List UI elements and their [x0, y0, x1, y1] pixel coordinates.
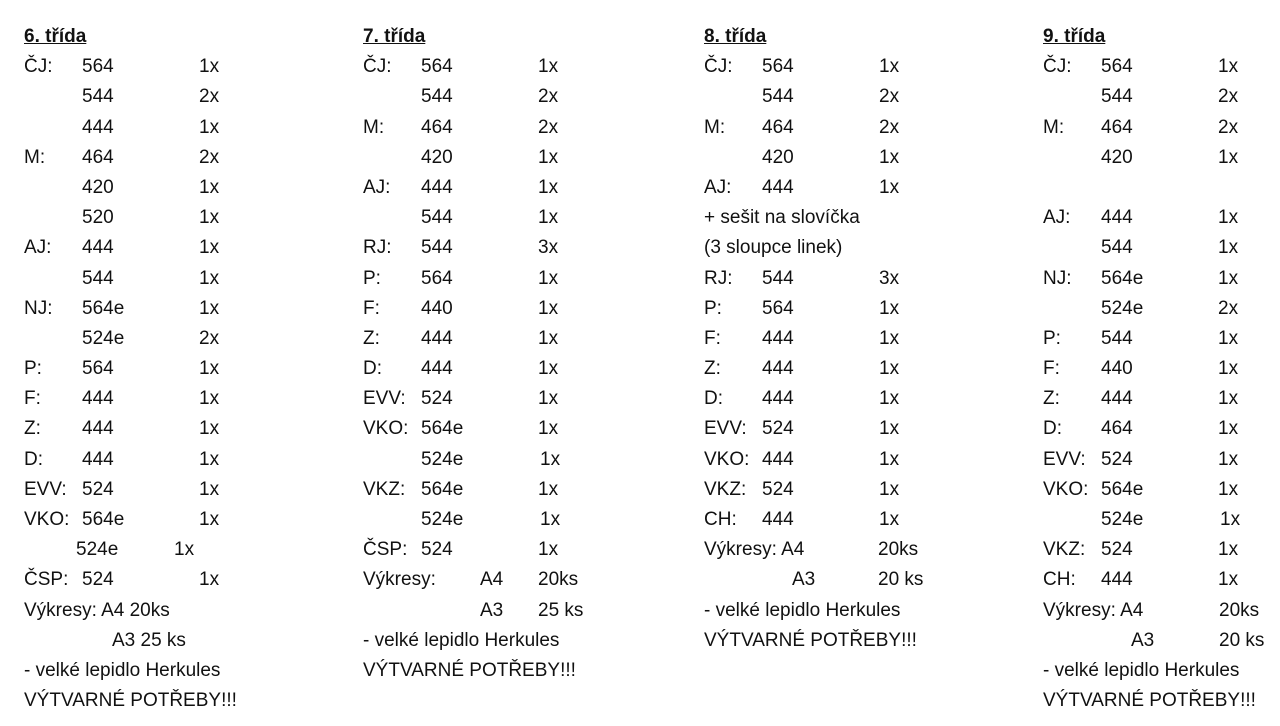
quantity: 1x [879, 297, 900, 319]
subject-label: Z: [1043, 388, 1060, 410]
list-line [1043, 326, 1239, 356]
quantity: 1x [199, 569, 220, 591]
quantity: 1x [879, 327, 900, 349]
quantity: 1x [1220, 509, 1241, 530]
class-title: 8. třída [704, 26, 767, 47]
list-line [704, 416, 900, 446]
class-column-6 [24, 24, 237, 718]
workbook-code: 420 [421, 146, 453, 168]
line-text: VÝTVARNÉ POTŘEBY!!! [1043, 690, 1256, 712]
subject-label: Z: [363, 327, 380, 349]
subject-label: ČJ: [24, 56, 53, 78]
list-line [363, 115, 559, 145]
subject-label: F: [363, 297, 380, 319]
list-line [704, 447, 900, 477]
quantity: 1x [1218, 146, 1239, 168]
list-line [704, 598, 901, 628]
workbook-code: 564e [421, 418, 464, 440]
quantity: 3x [538, 237, 559, 259]
workbook-code: A3 [792, 569, 816, 591]
list-line [1043, 115, 1239, 145]
list-line [24, 447, 220, 477]
list-line [24, 296, 220, 326]
quantity: 20ks [538, 569, 579, 591]
list-line [1043, 628, 1265, 658]
list-line [363, 567, 579, 597]
workbook-code: 464 [1101, 418, 1133, 440]
subject-label: ČSP: [24, 569, 69, 591]
line-text: Výkresy: A4 [704, 539, 805, 561]
workbook-code: 564e [1101, 478, 1144, 500]
subject-label: RJ: [363, 237, 392, 259]
list-line [1043, 658, 1240, 688]
quantity: 1x [1218, 237, 1239, 259]
quantity: 20 ks [1219, 629, 1265, 651]
list-line [704, 386, 900, 416]
quantity: 1x [1218, 569, 1239, 591]
workbook-code: 524 [421, 539, 453, 561]
list-line [24, 84, 220, 114]
list-line [1043, 205, 1239, 235]
workbook-code: 564 [421, 267, 453, 289]
quantity: 1x [1218, 207, 1239, 229]
quantity: 1x [879, 176, 900, 198]
list-line [363, 416, 559, 446]
quantity: 1x [1218, 418, 1239, 440]
list-line [1043, 235, 1239, 265]
subject-label: NJ: [24, 297, 53, 319]
list-line [24, 326, 220, 356]
subject-label: EVV: [1043, 448, 1086, 470]
list-line [24, 688, 237, 718]
list-line [363, 235, 559, 265]
subject-label: AJ: [363, 176, 391, 198]
workbook-code: 444 [82, 448, 114, 470]
quantity: 1x [199, 267, 220, 289]
workbook-code: 564 [762, 56, 794, 78]
quantity: 1x [1218, 539, 1239, 561]
quantity: 1x [199, 509, 220, 530]
class-column-9 [1043, 24, 1265, 718]
workbook-code: 444 [82, 418, 114, 440]
workbook-code: 524 [82, 478, 114, 500]
quantity: 3x [879, 267, 900, 289]
quantity: 1x [540, 448, 561, 470]
workbook-code: 524 [82, 569, 114, 591]
workbook-code: 444 [421, 327, 453, 349]
subject-label: P: [363, 267, 381, 289]
subject-label: VKO: [363, 418, 409, 440]
line-text: - velké lepidlo Herkules [1043, 659, 1240, 681]
list-line [1043, 416, 1239, 446]
list-line [1043, 598, 1260, 628]
list-line [704, 115, 900, 145]
list-line [24, 658, 221, 688]
quantity: 1x [174, 539, 195, 561]
list-line [1043, 84, 1239, 114]
quantity: 1x [199, 237, 220, 259]
subject-label: RJ: [704, 267, 733, 289]
list-line [363, 356, 559, 386]
list-line [1043, 386, 1239, 416]
subject-label: AJ: [24, 237, 52, 259]
list-line [704, 175, 900, 205]
workbook-code: 444 [421, 176, 453, 198]
subject-label: ČSP: [363, 539, 408, 561]
workbook-code: 564 [82, 56, 114, 78]
list-line [363, 477, 559, 507]
list-line [363, 54, 559, 84]
quantity: 1x [199, 388, 220, 410]
list-line [363, 386, 559, 416]
line-text: 524e [76, 539, 119, 561]
quantity: 20ks [878, 539, 919, 561]
quantity: 1x [199, 448, 220, 470]
workbook-code: 444 [82, 116, 114, 138]
workbook-code: 444 [421, 358, 453, 380]
quantity: 1x [538, 297, 559, 319]
list-line [363, 326, 559, 356]
workbook-code: 464 [82, 146, 114, 168]
line-text: VÝTVARNÉ POTŘEBY!!! [24, 690, 237, 712]
class-title: 7. třída [363, 26, 426, 47]
workbook-code: 440 [421, 297, 453, 319]
list-line [24, 537, 195, 567]
list-line [1043, 477, 1239, 507]
quantity: 1x [1218, 327, 1239, 349]
subject-label: CH: [704, 509, 737, 530]
line-text: Výkresy: [363, 569, 436, 591]
workbook-code: 444 [762, 327, 794, 349]
workbook-code: 520 [82, 207, 114, 229]
quantity: 2x [1218, 116, 1239, 138]
list-line [24, 266, 220, 296]
subject-label: P: [1043, 327, 1061, 349]
line-text: A3 25 ks [112, 629, 186, 651]
quantity: 1x [538, 418, 559, 440]
workbook-code: 524e [1101, 509, 1144, 530]
workbook-code: 564 [421, 56, 453, 78]
list-line [24, 145, 220, 175]
subject-label: EVV: [363, 388, 406, 410]
subject-label: D: [704, 388, 723, 410]
subject-label: AJ: [704, 176, 732, 198]
list-line [24, 54, 220, 84]
list-line [704, 54, 900, 84]
list-line [24, 356, 220, 386]
workbook-code: 444 [1101, 569, 1133, 591]
quantity: 2x [199, 146, 220, 168]
line-text: (3 sloupce linek) [704, 237, 843, 259]
workbook-code: 444 [762, 358, 794, 380]
workbook-code: 420 [762, 146, 794, 168]
quantity: 1x [199, 176, 220, 198]
list-line [363, 628, 560, 658]
list-line [1043, 507, 1241, 537]
quantity: 1x [1218, 448, 1239, 470]
list-line [704, 205, 860, 235]
list-line [1043, 447, 1239, 477]
workbook-code: 524 [762, 478, 794, 500]
class-title: 6. třída [24, 26, 87, 47]
list-line [1043, 688, 1256, 718]
quantity: 1x [199, 478, 220, 500]
quantity: 1x [199, 297, 220, 319]
workbook-code: 564 [762, 297, 794, 319]
workbook-code: 420 [1101, 146, 1133, 168]
subject-label: M: [24, 146, 46, 168]
quantity: 1x [538, 176, 559, 198]
list-line [24, 235, 220, 265]
subject-label: M: [1043, 116, 1065, 138]
class-title: 9. třída [1043, 26, 1106, 47]
workbook-code: A4 [480, 569, 504, 591]
quantity: 2x [538, 86, 559, 108]
quantity: 2x [538, 116, 559, 138]
workbook-code: 564e [82, 297, 125, 319]
class-column-8 [704, 24, 924, 658]
workbook-code: 544 [762, 86, 794, 108]
workbook-code: 464 [1101, 116, 1133, 138]
quantity: 20 ks [878, 569, 924, 591]
quantity: 1x [1218, 56, 1239, 78]
subject-label: M: [704, 116, 726, 138]
list-line [704, 326, 900, 356]
subject-label: D: [1043, 418, 1062, 440]
quantity: 2x [1218, 86, 1239, 108]
subject-label: VKZ: [363, 478, 406, 500]
quantity: 1x [199, 207, 220, 229]
subject-label: VKO: [24, 509, 70, 530]
quantity: 1x [1218, 267, 1239, 289]
workbook-code: A3 [480, 599, 504, 621]
quantity: 2x [1218, 297, 1239, 319]
workbook-code: 544 [82, 267, 114, 289]
list-line [704, 235, 843, 265]
quantity: 1x [538, 388, 559, 410]
subject-label: P: [704, 297, 722, 319]
quantity: 1x [879, 418, 900, 440]
quantity: 1x [879, 146, 900, 168]
list-line [24, 416, 220, 446]
list-line [1043, 54, 1239, 84]
list-line [1043, 145, 1239, 175]
workbook-code: 444 [1101, 388, 1133, 410]
workbook-code: 564e [421, 478, 464, 500]
list-line [24, 386, 220, 416]
list-line [363, 598, 584, 628]
quantity: 25 ks [538, 599, 584, 621]
quantity: 1x [879, 388, 900, 410]
list-line [363, 175, 559, 205]
subject-label: EVV: [24, 478, 67, 500]
list-line [704, 628, 917, 658]
quantity: 1x [538, 267, 559, 289]
list-line [24, 567, 220, 597]
workbook-code: A3 [1131, 629, 1155, 651]
list-line [704, 145, 900, 175]
quantity: 1x [199, 358, 220, 380]
quantity: 1x [199, 418, 220, 440]
quantity: 1x [879, 358, 900, 380]
workbook-code: 524 [1101, 448, 1133, 470]
line-text: 524e [421, 448, 464, 470]
subject-label: F: [1043, 358, 1060, 380]
workbook-code: 420 [82, 176, 114, 198]
workbook-code: 544 [421, 237, 453, 259]
list-line [1043, 537, 1239, 567]
list-line [363, 537, 559, 567]
quantity: 1x [199, 116, 220, 138]
list-line [363, 266, 559, 296]
list-line [363, 447, 561, 477]
list-line [704, 84, 900, 114]
subject-label: F: [24, 388, 41, 410]
subject-label: P: [24, 358, 42, 380]
quantity: 1x [1218, 388, 1239, 410]
quantity: 1x [879, 56, 900, 78]
subject-label: EVV: [704, 418, 747, 440]
subject-label: VKO: [704, 448, 750, 470]
workbook-code: 544 [421, 207, 453, 229]
workbook-code: 544 [762, 267, 794, 289]
subject-label: NJ: [1043, 267, 1072, 289]
workbook-code: 440 [1101, 358, 1133, 380]
workbook-code: 524 [762, 418, 794, 440]
list-line [24, 507, 220, 537]
workbook-code: 444 [82, 237, 114, 259]
quantity: 1x [1218, 358, 1239, 380]
list-line [1043, 567, 1239, 597]
workbook-code: 464 [421, 116, 453, 138]
list-line [704, 567, 924, 597]
list-line [1043, 356, 1239, 386]
list-line [24, 477, 220, 507]
workbook-code: 444 [762, 448, 794, 470]
quantity: 1x [538, 539, 559, 561]
quantity: 2x [199, 86, 220, 108]
subject-label: Z: [24, 418, 41, 440]
workbook-code: 564e [1101, 267, 1144, 289]
list-line [1043, 175, 1105, 205]
workbook-code: 544 [82, 86, 114, 108]
line-text: Výkresy: A4 20ks [24, 599, 170, 621]
quantity: 1x [199, 56, 220, 78]
subject-label: VKO: [1043, 478, 1089, 500]
class-column-7 [363, 24, 584, 688]
workbook-code: 444 [1101, 207, 1133, 229]
workbook-code: 564 [82, 358, 114, 380]
workbook-code: 544 [1101, 327, 1133, 349]
quantity: 1x [879, 509, 900, 530]
quantity: 1x [538, 327, 559, 349]
quantity: 20ks [1219, 599, 1260, 621]
quantity: 1x [538, 207, 559, 229]
quantity: 1x [1218, 478, 1239, 500]
list-line [363, 145, 559, 175]
list-line [704, 507, 900, 537]
subject-label: ČJ: [363, 56, 392, 78]
list-line [1043, 296, 1239, 326]
line-text: 524e [421, 509, 464, 530]
workbook-code: 524 [1101, 539, 1133, 561]
line-text: - velké lepidlo Herkules [24, 659, 221, 681]
list-line [363, 507, 561, 537]
list-line [363, 658, 576, 688]
workbook-code: 524e [82, 327, 125, 349]
quantity: 2x [199, 327, 220, 349]
subject-label: CH: [1043, 569, 1076, 591]
list-line [24, 115, 220, 145]
list-line [704, 477, 900, 507]
list-line [363, 205, 559, 235]
list-line [24, 628, 186, 658]
workbook-code: 464 [762, 116, 794, 138]
workbook-code: 564 [1101, 56, 1133, 78]
subject-label: D: [363, 358, 382, 380]
line-text: VÝTVARNÉ POTŘEBY!!! [704, 629, 917, 651]
subject-label: F: [704, 327, 721, 349]
workbook-code: 544 [1101, 86, 1133, 108]
list-line [704, 537, 919, 567]
subject-label: M: [363, 116, 385, 138]
list-line [704, 356, 900, 386]
quantity: 1x [538, 56, 559, 78]
list-line [704, 266, 900, 296]
line-text: + sešit na slovíčka [704, 207, 860, 229]
workbook-code: 444 [762, 176, 794, 198]
quantity: 1x [538, 358, 559, 380]
workbook-code: 444 [762, 388, 794, 410]
workbook-code: 524e [1101, 297, 1144, 319]
subject-label: ČJ: [1043, 56, 1072, 78]
subject-label: ČJ: [704, 56, 733, 78]
list-line [1043, 266, 1239, 296]
quantity: 1x [540, 509, 561, 530]
quantity: 1x [538, 146, 559, 168]
workbook-code: 544 [1101, 237, 1133, 259]
list-line [363, 84, 559, 114]
line-text: VÝTVARNÉ POTŘEBY!!! [363, 659, 576, 681]
subject-label: VKZ: [1043, 539, 1086, 561]
list-line [24, 175, 220, 205]
workbook-code: 564e [82, 509, 125, 530]
list-line [704, 296, 900, 326]
workbook-code: 444 [762, 509, 794, 530]
line-text: Výkresy: A4 [1043, 599, 1144, 621]
subject-label: AJ: [1043, 207, 1071, 229]
subject-label: VKZ: [704, 478, 747, 500]
quantity: 1x [879, 478, 900, 500]
quantity: 1x [879, 448, 900, 470]
quantity: 2x [879, 86, 900, 108]
quantity: 1x [538, 478, 559, 500]
workbook-code: 444 [82, 388, 114, 410]
line-text: - velké lepidlo Herkules [363, 629, 560, 651]
workbook-code: 544 [421, 86, 453, 108]
workbook-code: 524 [421, 388, 453, 410]
line-text: - velké lepidlo Herkules [704, 599, 901, 621]
list-line [24, 205, 220, 235]
list-line [24, 598, 170, 628]
subject-label: D: [24, 448, 43, 470]
quantity: 2x [879, 116, 900, 138]
subject-label: Z: [704, 358, 721, 380]
list-line [363, 296, 559, 326]
